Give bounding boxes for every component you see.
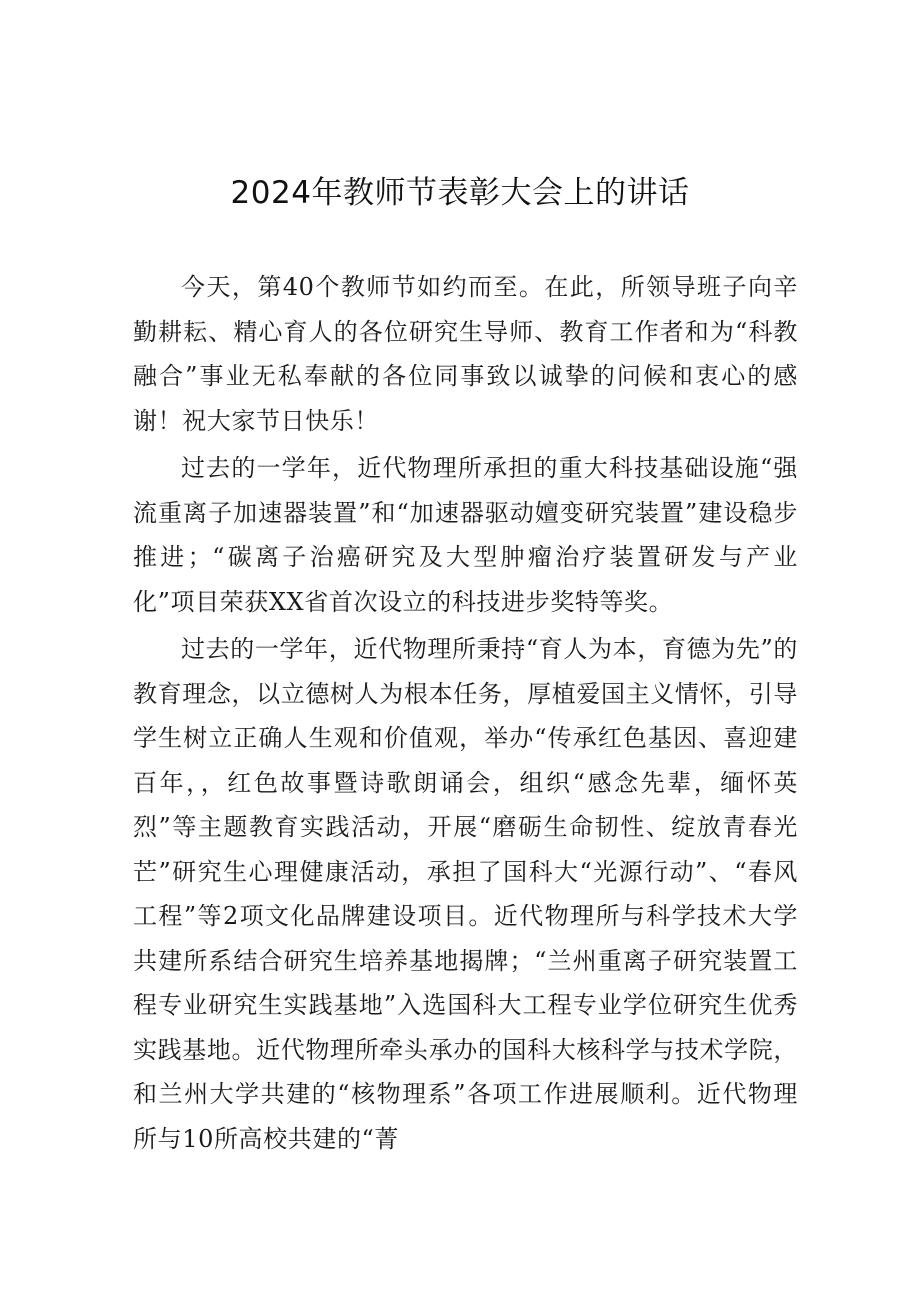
document-title: 2024年教师节表彰大会上的讲话	[230, 175, 690, 211]
paragraph-1: 今天，第40个教师节如约而至。在此，所领导班子向辛勤耕耘、精心育人的各位研究生导师、教育工作者和为“科教融合”事业无私奉献的各位同事致以诚挚的问候和衷心的感谢！祝大家节日快乐！	[133, 273, 798, 435]
paragraph-2: 过去的一学年，近代物理所承担的重大科技基础设施“强流重离子加速器装置”和“加速器驱动嬗变研究装置”建设稳步推进；“碳离子治癌研究及大型肿瘤治疗装置研发与产业化”项目荣获XX省首次设立的科技进步奖特等奖。	[133, 454, 798, 616]
document-body	[133, 265, 798, 1164]
paragraph-3: 过去的一学年，近代物理所秉持“育人为本，育德为先”的教育理念，以立德树人为根本任务，厚植爱国主义情怀，引导学生树立正确人生观和价值观，举办“传承红色基因、喜迎建百年，，红色故事暨诗歌朗诵会，组织“感念先辈，缅怀英烈”等主题教育实践活动，开展“磨砺生命韧性、绽放青春光芒”研究生心理健康活动，承担了国科大“光源行动”、“春风工程”等2项文化品牌建设项目。近代物理所与科学技术大学共建所系结合研究生培养基地揭牌；“兰州重离子研究装置工程专业研究生实践基地”入选国科大工程专业学位研究生优秀实践基地。近代物理所牵头承办的国科大核科学与技术学院，和兰州大学共建的“核物理系”各项工作进展顺利。近代物理所与10所高校共建的“菁	[133, 635, 798, 1153]
